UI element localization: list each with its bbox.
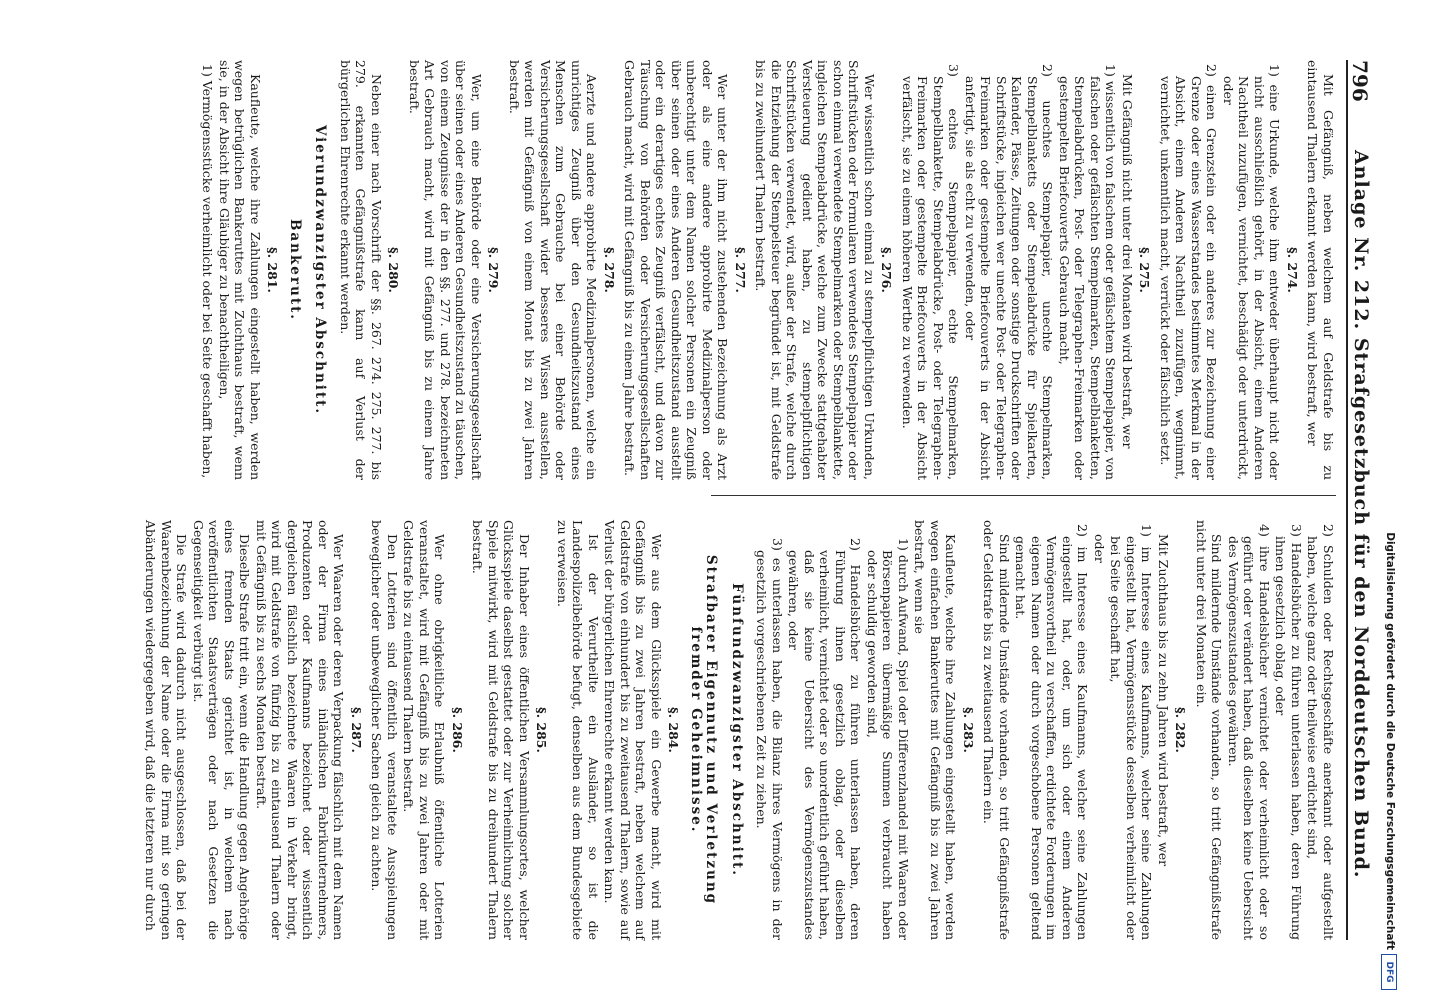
body-paragraph: Wer unter der ihm nicht zustehenden Bezeichnung als Arzt oder als eine andere approbirte Medizinalperson oder unberechtigt unter dem Namen solcher Personen ein Zeugniß über seinen oder eines Anderen Gesundheitszustand ausstellt oder ein derartiges echtes Zeugniß verfälscht, und davon zur Täuschung von Behörden oder Versicherungsgesellschaften Gebrauch macht, wird mit Gefängniß bis zu einem Jahre bestraft. xyxy=(622,60,731,480)
paragraph-number: §. 283. xyxy=(961,707,976,753)
body-paragraph: Sind mildernde Umstände vorhanden, so tritt Gefängnißstrafe nicht unter drei Monaten ein. xyxy=(1194,520,1225,940)
body-paragraph: Wer, um eine Behörde oder eine Versicherungsgesellschaft über seinen oder eines Anderen Gesundheitszustand zu täuschen, von einem Zeugnisse der in den §§. 277. und 278. bezeichneten Art Gebrauch macht, wird mit Gefängniß bis zu einem Jahre bestraft. xyxy=(407,60,484,480)
paragraph-number: §. 274. xyxy=(1285,247,1300,293)
header-rule xyxy=(1346,60,1348,940)
digitization-note: Digitalisierung gefördert durch die Deutsche Forschungsgemeinschaft xyxy=(1384,532,1396,950)
column-divider xyxy=(711,495,1336,496)
list-item: 3) Handelsbücher zu führen unterlassen haben, deren Führung ihnen gesetzlich oblag, oder xyxy=(1273,524,1304,940)
right-column xyxy=(143,520,1336,940)
paragraph-number: §. 284. xyxy=(666,707,682,753)
paragraph-number: §. 282. xyxy=(1173,707,1189,753)
paragraph-number: §. 281. xyxy=(265,247,281,293)
list-item: 3) es unterlassen haben, die Bilanz ihres Vermögens in der gesetzlich vorgeschriebenen Zeit zu ziehen. xyxy=(754,538,785,940)
body-paragraph: Ist der Verurtheilte ein Ausländer, so ist die Landespolizeibehörde befugt, denselben aus dem Bundesgebiete zu verweisen. xyxy=(555,520,601,940)
page-number: 796 xyxy=(1348,60,1372,102)
body-paragraph: Wer ohne obrigkeitliche Erlaubniß öffentliche Lotterien veranstaltet, wird mit Gefängniß bis zu zwei Jahren oder mit Geldstrafe bis zu eintausend Thalern bestraft. xyxy=(401,520,448,940)
list-item: 1) wissentlich von falschem oder gefälschtem Stempelpapier, von falschen oder gefälschten Stempelmarken, Stempelblanketten, Stempelabdrücken, Post- oder Telegraphen-Freimarken oder gestempelten Briefcouverts Gebrauch macht, xyxy=(1057,64,1119,480)
list-item: 1) eine Urkunde, welche ihm entweder überhaupt nicht oder nicht ausschließlich gehört, in der Absicht, einem Anderen Nachtheil zuzufügen, vernichtet, beschädigt oder unterdrückt, oder xyxy=(1221,64,1283,480)
list-item: 3) echtes Stempelpapier, echte Stempelmarken, Stempelblankette, Stempelabdrücke, Post- oder Telegraphen-Freimarken oder gestempelte Briefcouverts in der Absicht verfälscht, sie zu einem höheren Werthe zu verwenden. xyxy=(900,64,962,480)
section-heading: Vierundzwanzigster Abschnitt. xyxy=(312,124,329,416)
paragraph-number: §. 280. xyxy=(386,247,402,293)
paragraph-number: §. 285. xyxy=(534,707,550,753)
body-paragraph: Wer Waaren oder deren Verpackung fälschlich mit dem Namen oder der Firma eines inländischen Fabrikunternehmers, Produzenten oder Kaufmanns bezeichnet oder wissentlich dergleichen fälschlich bezeichnete Waaren in Verkehr bringt, wird mit Geldstrafe von fünfzig bis zu eintausend Thalern oder mit Gefängniß bis zu sechs Monaten bestraft. xyxy=(254,520,347,940)
dfg-logo-icon: DFG xyxy=(1381,954,1397,990)
body-paragraph: Kaufleute, welche ihre Zahlungen eingestellt haben, werden wegen einfachen Bankeruttes mit Gefängniß bis zu zwei Jahren bestraft, wenn sie xyxy=(912,520,959,940)
list-item: 2) im Interesse eines Kaufmanns, welcher seine Zahlungen eingestellt hat, oder, um sich oder einem Anderen Vermögensvortheil zu verschaffen, erdichtete Forderungen im eigenen Namen oder durch vorgeschobene Personen geltend gemacht hat. xyxy=(1013,524,1091,940)
body-paragraph: Mit Gefängniß nicht unter drei Monaten wird bestraft, wer xyxy=(1120,74,1135,449)
digitization-credit xyxy=(1372,0,1402,1000)
document-page xyxy=(2,0,1402,1000)
body-paragraph: Kaufleute, welche ihre Zahlungen eingestellt haben, werden wegen betrüglichen Bankeruttes mit Zuchthaus bestraft, wenn sie, in der Absicht ihre Gläubiger zu benachtheiligen, xyxy=(217,60,263,480)
section-heading: Fünfundzwanzigster Abschnitt. xyxy=(729,583,745,877)
list-item: 2) unechtes Stempelpapier, unechte Stempelmarken, Stempelblanketts oder Stempelabdrücke für Spielkarten, Kalender, Pässe, Zeitungen oder sonstige Druckschriften oder Schriftstücke, ingleichen wer unechte Post- oder Telegraphen-Freimarken oder gestempelte Briefcouverts in der Absicht anfertigt, sie als echt zu verwenden, oder xyxy=(963,64,1056,480)
list-item: 1) im Interesse eines Kaufmanns, welcher seine Zahlungen eingestellt hat, Vermögensstücke desselben verheimlicht oder bei Seite geschafft hat, xyxy=(1108,524,1155,940)
paragraph-number: §. 287. xyxy=(349,707,364,753)
paragraph-number: §. 279. xyxy=(486,247,502,293)
body-paragraph: Neben einer nach Vorschrift der §§. 267. 274. 275. 277. bis 279. erkannten Gefängnißstrafe kann auf Verlust der bürgerlichen Ehrenrechte erkannt werden. xyxy=(338,60,384,480)
body-paragraph: Der Inhaber eines öffentlichen Versammlungsortes, welcher Glücksspiele daselbst gestattet oder zur Verheimlichung solcher Spiele mitwirkt, wird mit Geldstrafe bis zu dreihundert Thalern bestraft. xyxy=(470,520,532,940)
paragraph-number: §. 276. xyxy=(879,247,895,293)
paragraph-number: §. 277. xyxy=(733,247,748,293)
body-paragraph: oder xyxy=(1092,534,1107,563)
paragraph-number: §. 278. xyxy=(602,247,617,293)
body-paragraph: Den Lotterien sind öffentlich veranstaltete Ausspielungen beweglicher oder unbeweglicher Sachen gleich zu achten. xyxy=(369,520,400,940)
body-paragraph: Mit Gefängniß, neben welchem auf Geldstrafe bis zu eintausend Thalern erkannt werden kann, wird bestraft, wer xyxy=(1305,60,1336,480)
list-item: 2) Schulden oder Rechtsgeschäfte anerkannt oder aufgestellt haben, welche ganz oder theilweise erdichtet sind, xyxy=(1305,524,1336,940)
page-header xyxy=(1338,60,1374,940)
body-paragraph: Die Strafe wird dadurch nicht ausgeschlossen, daß bei der Waarenbezeichnung der Name oder die Firma mit so geringen Abänderungen wiedergegeben wird, daß die letzteren nur durch xyxy=(143,520,190,940)
section-heading: Strafbarer Eigennutz und Verletzung fremder Geheimnisse. xyxy=(688,554,720,906)
list-item: 2) Handelsbücher zu führen unterlassen haben, deren Führung ihnen gesetzlich oblag, oder dieselben verheimlicht, vernichtet oder so unordentlich geführt haben, daß sie keine Uebersicht des Vermögenszustandes gewähren, oder xyxy=(786,538,864,940)
list-item: 4) ihre Handelsbücher vernichtet oder verheimlicht oder so geführt oder verändert haben, daß dieselben keine Uebersicht des Vermögenszustandes gewähren. xyxy=(1226,524,1272,940)
list-item: 1) durch Aufwand, Spiel oder Differenzhandel mit Waaren oder Börsenpapieren übermäßige Summen verbraucht haben oder schuldig geworden sind, xyxy=(865,538,911,940)
body-paragraph: Mit Zuchthaus bis zu zehn Jahren wird bestraft, wer xyxy=(1156,534,1171,867)
section-heading: Bankerutt. xyxy=(287,218,303,321)
body-paragraph: Sind mildernde Umstände vorhanden, so tritt Gefängnißstrafe oder Geldstrafe bis zu zweitausend Thalern ein. xyxy=(981,520,1012,940)
body-paragraph: Aerzte und andere approbirte Medizinalpersonen, welche ein unrichtiges Zeugniß über den Gesundheitszustand eines Menschen zum Gebrauche bei einer Behörde oder Versicherungsgesellschaft wider besseres Wissen ausstellen, werden mit Gefängniß von einem Monat bis zu zwei Jahren bestraft. xyxy=(507,60,600,480)
paragraph-number: §. 286. xyxy=(450,707,465,753)
list-item: 1) Vermögensstücke verheimlicht oder bei Seite geschafft haben, xyxy=(200,64,216,479)
left-column xyxy=(200,60,1336,480)
body-paragraph: Dieselbe Strafe tritt ein, wenn die Handlung gegen Angehörige eines fremden Staats gerichtet ist, in welchem nach veröffentlichten Staatsverträgen oder nach Gesetzen die Gegenseitigkeit verbürgt ist. xyxy=(191,520,253,940)
page-title: Anlage Nr. 212. Strafgesetzbuch für den Norddeutschen Bund. xyxy=(1350,150,1372,879)
list-item: 2) einen Grenzstein oder ein anderes zur Bezeichnung einer Grenze oder eines Wasserstandes bestimmtes Merkmal in der Absicht, einem Anderen Nachtheil zuzufügen, wegnimmt, vernichtet, unkenntlich macht, verrückt oder fälschlich setzt. xyxy=(1158,64,1220,480)
body-paragraph: Wer wissentlich schon einmal zu stempelpflichtigen Urkunden, Schriftstücken oder Formularen verwendetes Stempelpapier oder schon einmal verwendete Stempelmarken oder Stempelblankette, ingleichen Stempelabdrücke, welche zum Zwecke stattgehabter Versteuerung gedient haben, zu stempelpflichtigen Schriftstücken verwendet, wird, außer der Strafe, welche durch die Entziehung der Stempelsteuer begründet ist, mit Geldstrafe bis zu zweihundert Thalern bestraft. xyxy=(753,60,877,480)
paragraph-number: §. 275. xyxy=(1137,247,1153,293)
body-paragraph: Wer aus dem Glücksspiele ein Gewerbe macht, wird mit Gefängniß bis zu zwei Jahren bestraft, neben welchem auf Geldstrafe von einhundert bis zu zweitausend Thalern, sowie auf Verlust der bürgerlichen Ehrenrechte erkannt werden kann. xyxy=(602,520,664,940)
